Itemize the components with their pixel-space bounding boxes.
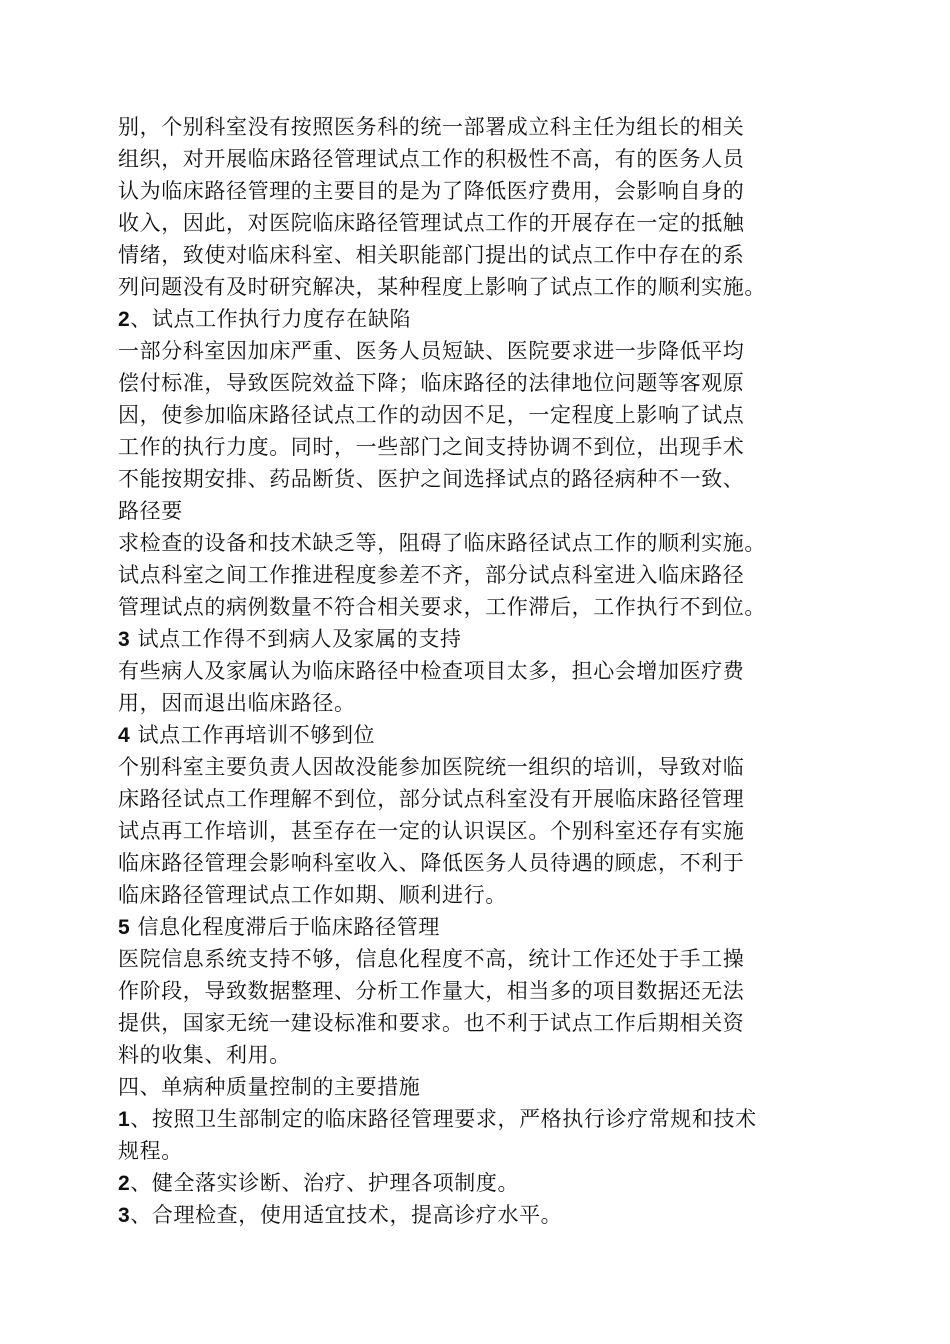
text-line: 组织，对开展临床路径管理试点工作的积极性不高，有的医务人员 <box>118 147 745 171</box>
text-line: 临床路径管理会影响科室收入、降低医务人员待遇的顾虑，不利于 <box>118 851 745 875</box>
text-line: 列问题没有及时研究解决，某种程度上影响了试点工作的顺利实施。 <box>118 275 766 299</box>
text-line: 认为临床路径管理的主要目的是为了降低医疗费用，会影响自身的 <box>118 179 745 203</box>
text-line: 试点再工作培训，甚至存在一定的认识误区。个别科室还存有实施 <box>118 819 745 843</box>
text-line: 不能按期安排、药品断货、医护之间选择试点的路径病种不一致、 <box>118 467 745 491</box>
text-line: 床路径试点工作理解不到位，部分试点科室没有开展临床路径管理 <box>118 787 745 811</box>
text-line: 收入，因此，对医院临床路径管理试点工作的开展存在一定的抵触 <box>118 211 745 235</box>
text-line: 提供，国家无统一建设标准和要求。也不利于试点工作后期相关资 <box>118 1011 745 1035</box>
text-line: 偿付标准，导致医院效益下降；临床路径的法律地位问题等客观原 <box>118 371 745 395</box>
text-line: 个别科室主要负责人因故没能参加医院统一组织的培训，导致对临 <box>118 755 745 779</box>
text-line: 工作的执行力度。同时，一些部门之间支持协调不到位，出现手术 <box>118 435 745 459</box>
item-number: 2 <box>118 1172 131 1195</box>
text-line: 临床路径管理试点工作如期、顺利进行。 <box>118 883 507 907</box>
text-line: 路径要 <box>118 499 183 523</box>
text-line: 求检查的设备和技术缺乏等，阻碍了临床路径试点工作的顺利实施。 <box>118 531 766 555</box>
text-line: 用，因而退出临床路径。 <box>118 691 356 715</box>
text-line: 试点科室之间工作推进程度参差不齐，部分试点科室进入临床路径 <box>118 563 745 587</box>
item-number: 5 <box>118 916 131 939</box>
item-number: 2 <box>118 308 131 331</box>
list-item: 1、按照卫生部制定的临床路径管理要求，严格执行诊疗常规和技术 <box>118 1107 757 1131</box>
text-line: 医院信息系统支持不够，信息化程度不高，统计工作还处于手工操 <box>118 947 745 971</box>
item-number: 1 <box>118 1108 131 1131</box>
text-line: 一部分科室因加床严重、医务人员短缺、医院要求进一步降低平均 <box>118 339 745 363</box>
list-item: 3、合理检查，使用适宜技术，提高诊疗水平。 <box>118 1203 563 1227</box>
item-number: 3 <box>118 1204 131 1227</box>
text-line: 别，个别科室没有按照医务科的统一部署成立科主任为组长的相关 <box>118 115 745 139</box>
text-line: 规程。 <box>118 1139 183 1163</box>
list-item: 2、健全落实诊断、治疗、护理各项制度。 <box>118 1171 520 1195</box>
item-number: 3 <box>118 628 131 651</box>
section-heading: 5 信息化程度滞后于临床路径管理 <box>118 915 440 939</box>
section-heading: 3 试点工作得不到病人及家属的支持 <box>118 627 462 651</box>
text-line: 有些病人及家属认为临床路径中检查项目太多，担心会增加医疗费 <box>118 659 745 683</box>
text-line: 因，使参加临床路径试点工作的动因不足，一定程度上影响了试点 <box>118 403 745 427</box>
text-line: 管理试点的病例数量不符合相关要求，工作滞后，工作执行不到位。 <box>118 595 766 619</box>
item-number: 4 <box>118 724 131 747</box>
section-heading: 四、单病种质量控制的主要措施 <box>118 1075 421 1099</box>
section-heading: 2、试点工作执行力度存在缺陷 <box>118 307 412 331</box>
text-line: 作阶段，导致数据整理、分析工作量大，相当多的项目数据还无法 <box>118 979 745 1003</box>
text-line: 情绪，致使对临床科室、相关职能部门提出的试点工作中存在的系 <box>118 243 745 267</box>
section-heading: 4 试点工作再培训不够到位 <box>118 723 376 747</box>
text-line: 料的收集、利用。 <box>118 1043 291 1067</box>
